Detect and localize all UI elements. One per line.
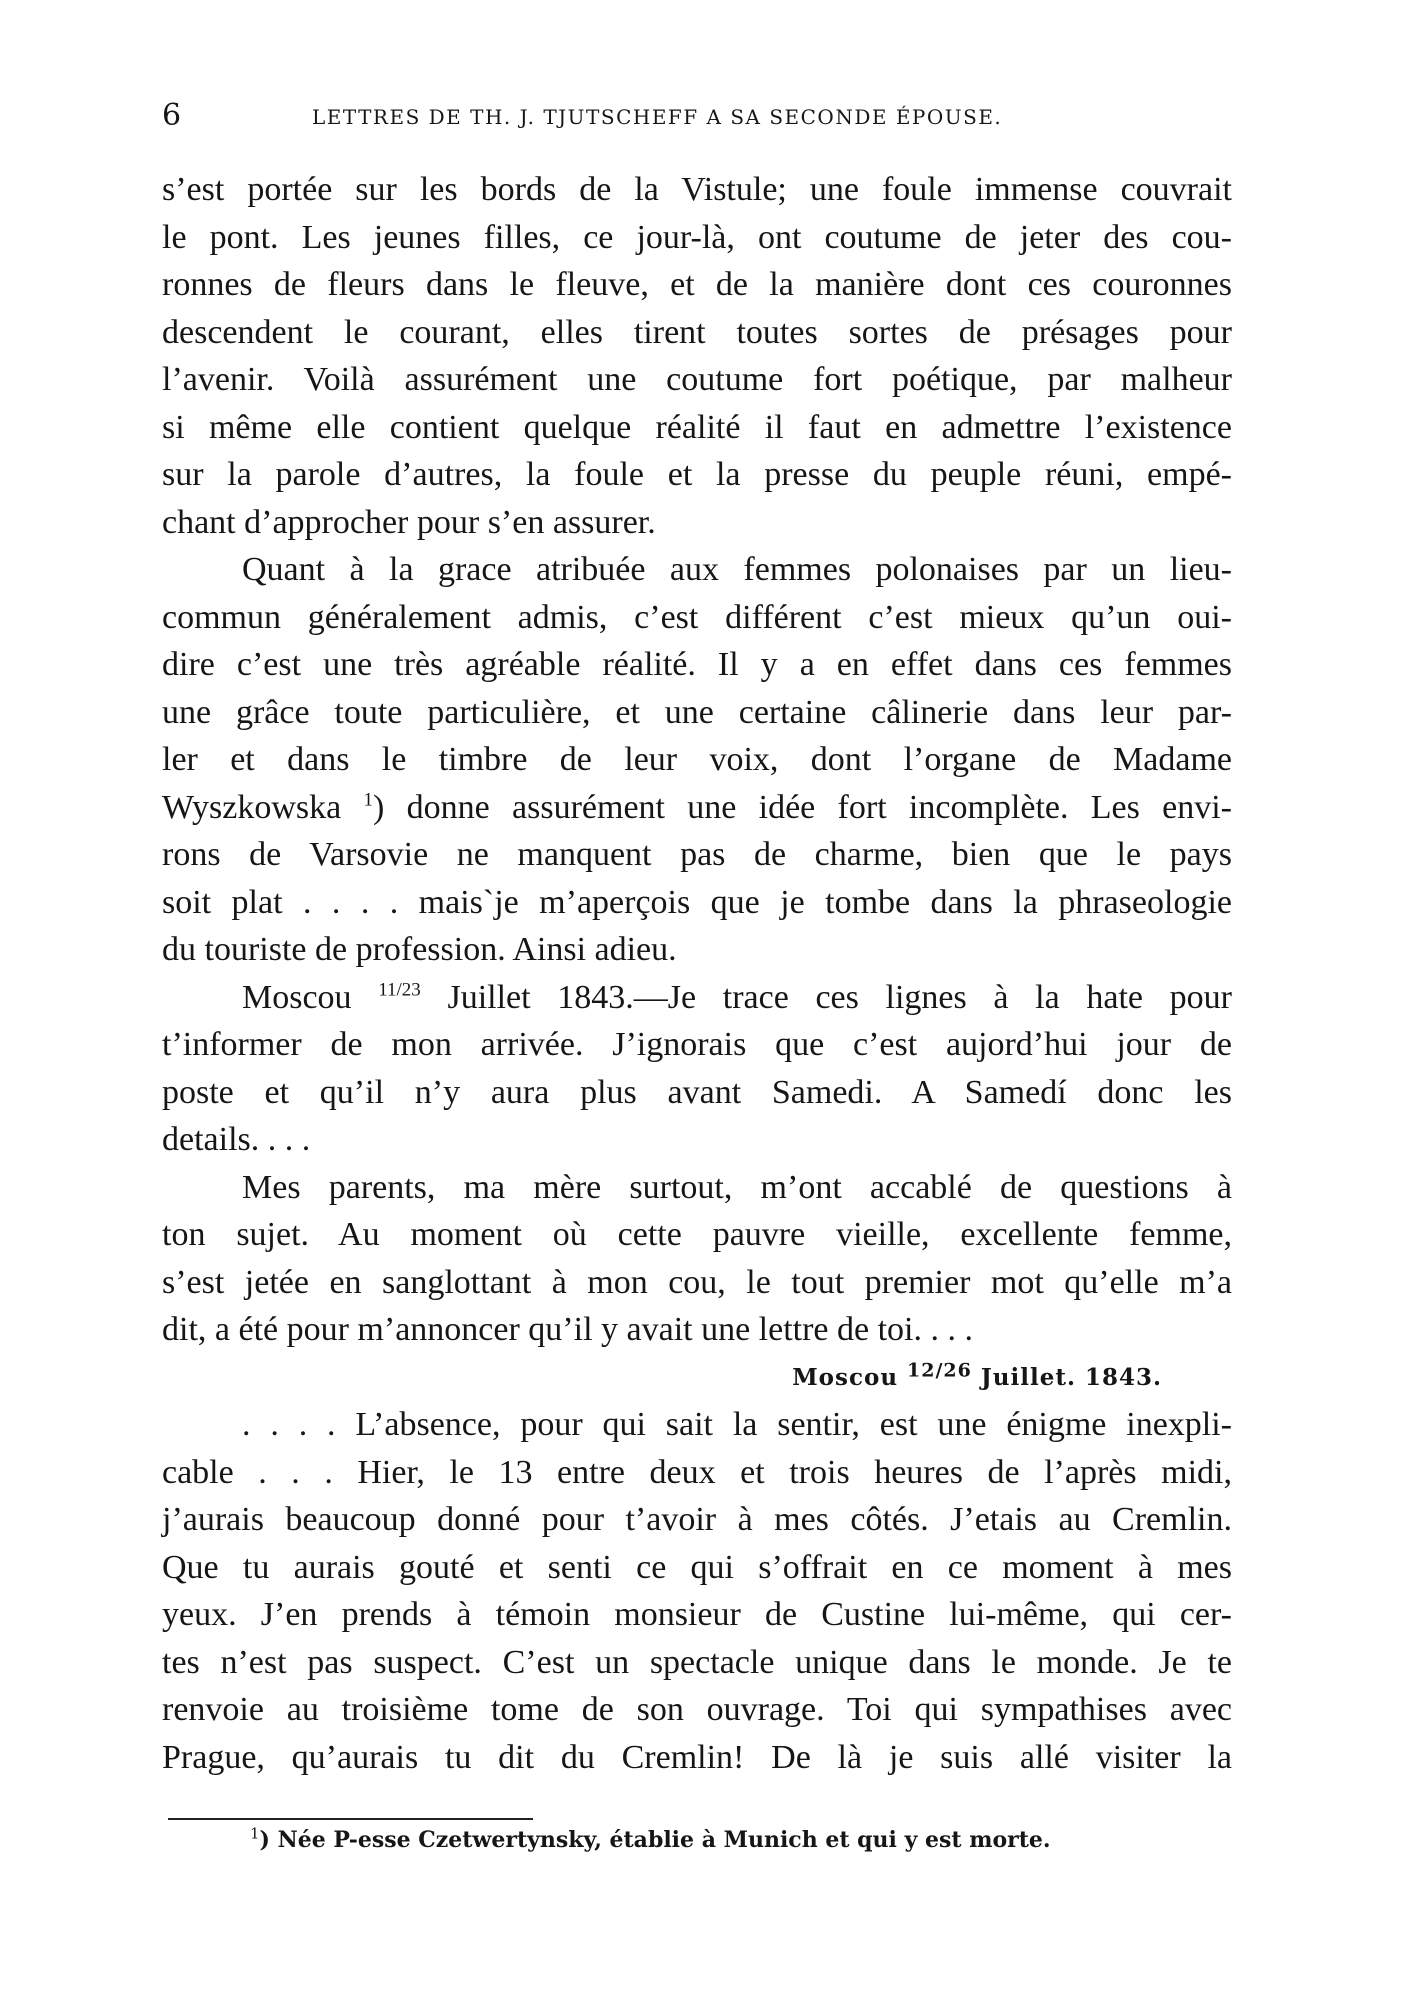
footnote-marker: 1	[363, 789, 374, 811]
date-fraction: 12/26	[907, 1358, 972, 1381]
text-line: dit, a été pour m’annoncer qu’il y avait une lettre de toi. . . .	[162, 1311, 974, 1348]
text-fragment: Juillet 1843.—Je trace ces lignes à la hate pour	[420, 978, 1232, 1016]
text-line: l’avenir. Voilà assurément une coutume fort poétique, par malheur	[162, 361, 1232, 398]
text-line: Quant à la grace atribuée aux femmes polonaises par un lieu-	[242, 551, 1232, 588]
text-line: tes n’est pas suspect. C’est un spectacle unique dans le monde. Je te	[162, 1643, 1232, 1681]
text-line: commun généralement admis, c’est différent c’est mieux qu’un oui-	[162, 598, 1232, 636]
text-fragment: Juillet. 1843.	[971, 1363, 1162, 1391]
body-text	[162, 166, 1232, 1781]
text-line-footnote-ref	[162, 784, 1232, 832]
footnote-text: ) Née P-esse Czetwertynsky, établie à Munich et qui y est morte.	[259, 1827, 1051, 1853]
footnote	[250, 1822, 1250, 1858]
text-line: ler et dans le timbre de leur voix, dont l’organe de Madame	[162, 741, 1232, 778]
text-line: le pont. Les jeunes filles, ce jour-là, ont coutume de jeter des cou-	[162, 218, 1232, 256]
text-fragment: ) donne assurément une idée fort incomplète. Les envi-	[373, 788, 1233, 826]
text-line: t’informer de mon arrivée. J’ignorais que c’est aujord’hui jour de	[162, 1026, 1232, 1063]
text-line: soit plat . . . . mais`je m’aperçois que je tombe dans la phraseologie	[162, 883, 1232, 921]
footnote-number: 1	[250, 1824, 260, 1843]
text-line: renvoie au troisième tome de son ouvrage. Toi qui sympathises avec	[162, 1691, 1232, 1728]
header-title: LETTRES DE TH. J. TJUTSCHEFF A SA SECONDE ÉPOUSE.	[312, 105, 1003, 129]
text-line: ronnes de fleurs dans le fleuve, et de la manière dont ces couronnes	[162, 266, 1232, 303]
footnote-divider	[168, 1818, 533, 1820]
text-fragment: Moscou	[242, 978, 379, 1016]
page-number: 6	[162, 98, 182, 133]
text-line: sur la parole d’autres, la foule et la presse du peuple réuni, empé-	[162, 456, 1232, 493]
text-line: Prague, qu’aurais tu dit du Cremlin! De là je suis allé visiter la	[162, 1738, 1232, 1776]
text-line: details. . . .	[162, 1121, 311, 1158]
letter-dateline	[162, 1354, 1232, 1402]
text-line: Que tu aurais gouté et senti ce qui s’offrait en ce moment à mes	[162, 1548, 1232, 1586]
text-line: s’est jetée en sanglottant à mon cou, le tout premier mot qu’elle m’a	[162, 1263, 1232, 1301]
text-line: cable . . . Hier, le 13 entre deux et trois heures de l’après midi,	[162, 1453, 1232, 1491]
text-line: chant d’approcher pour s’en assurer.	[162, 503, 656, 541]
text-line: . . . . L’absence, pour qui sait la sentir, est une énigme inexpli-	[242, 1406, 1232, 1443]
text-line: poste et qu’il n’y aura plus avant Samedi. A Samedí donc les	[162, 1073, 1232, 1111]
text-line: s’est portée sur les bords de la Vistule; une foule immense couvrait	[162, 171, 1232, 208]
text-line: rons de Varsovie ne manquent pas de charme, bien que le pays	[162, 836, 1232, 873]
text-fragment: Wyszkowska	[162, 788, 364, 826]
date-fraction: 11/23	[378, 979, 421, 1001]
text-line: une grâce toute particulière, et une certaine câlinerie dans leur par-	[162, 693, 1232, 731]
text-line: Mes parents, ma mère surtout, m’ont accablé de questions à	[242, 1168, 1232, 1206]
text-line: dire c’est une très agréable réalité. Il y a en effet dans ces femmes	[162, 646, 1232, 683]
text-line: descendent le courant, elles tirent toutes sortes de présages pour	[162, 313, 1232, 351]
text-line: j’aurais beaucoup donné pour t’avoir à mes côtés. J’etais au Cremlin.	[162, 1501, 1232, 1538]
text-line: yeux. J’en prends à témoin monsieur de Custine lui-même, qui cer-	[162, 1596, 1232, 1633]
text-line-letter-date	[162, 974, 1232, 1022]
running-head	[162, 100, 1242, 132]
text-line: du touriste de profession. Ainsi adieu.	[162, 931, 677, 968]
text-line: ton sujet. Au moment où cette pauvre vieille, excellente femme,	[162, 1216, 1232, 1253]
text-line: si même elle contient quelque réalité il faut en admettre l’existence	[162, 408, 1232, 446]
text-fragment: Moscou	[792, 1363, 908, 1391]
